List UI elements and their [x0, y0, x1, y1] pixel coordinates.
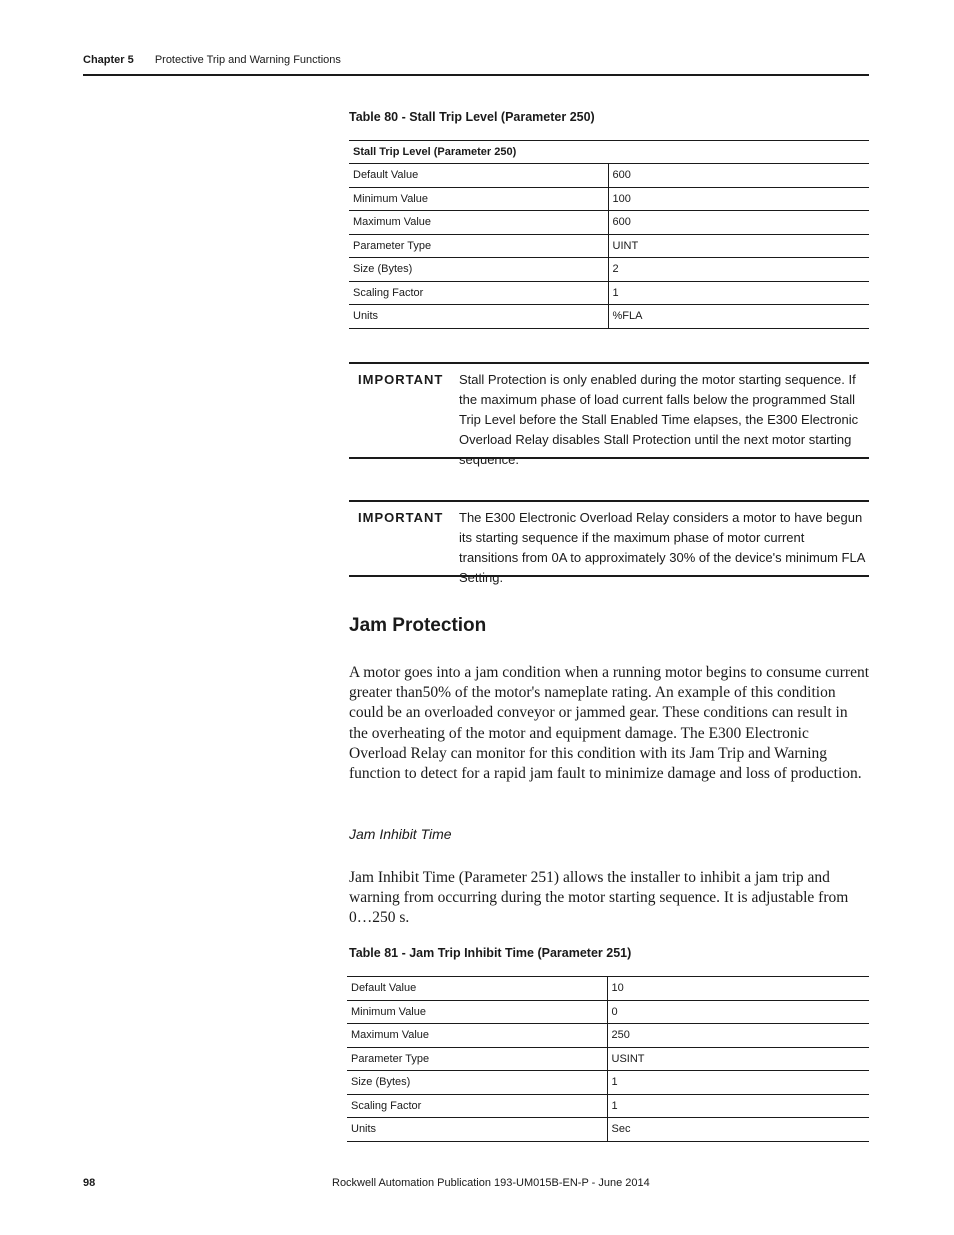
row-value: 0 — [607, 1000, 869, 1024]
row-value: USINT — [607, 1047, 869, 1071]
row-label: Maximum Value — [349, 211, 608, 235]
important-text: Stall Protection is only enabled during the motor starting sequence. If the maximum phase of load current falls below the programmed Stall Trip Level before the Stall Enabled Time elapses, the E300 Electronic Overload Relay disables Stall Protection until the next motor starting sequence. — [459, 372, 859, 467]
chapter-title: Protective Trip and Warning Functions — [154, 54, 341, 66]
table-80-caption: Table 80 - Stall Trip Level (Parameter 250) — [349, 110, 595, 124]
row-value: 1 — [608, 281, 869, 305]
subsection-heading: Jam Inhibit Time — [349, 826, 452, 842]
important-notice-stall — [349, 362, 869, 467]
row-value: 10 — [607, 977, 869, 1001]
row-value: 1 — [607, 1094, 869, 1118]
body-paragraph: Jam Inhibit Time (Parameter 251) allows the installer to inhibit a jam trip and warning from occurring during the motor starting sequence. It is adjustable from 0…250 s. — [349, 869, 849, 927]
row-label: Maximum Value — [347, 1024, 607, 1048]
important-label: IMPORTANT — [358, 372, 444, 387]
table-81 — [347, 976, 869, 1142]
table-row — [347, 1118, 869, 1142]
table-row — [347, 977, 869, 1001]
row-value: 2 — [608, 258, 869, 282]
table-row — [349, 234, 869, 258]
header-rule — [83, 74, 869, 76]
important-notice-starting — [349, 500, 869, 585]
table-80 — [349, 140, 869, 329]
row-value: 600 — [608, 164, 869, 188]
chapter-label: Chapter 5 — [83, 54, 134, 66]
table-row — [347, 1047, 869, 1071]
table-row — [347, 1000, 869, 1024]
row-label: Minimum Value — [349, 187, 608, 211]
row-label: Size (Bytes) — [349, 258, 608, 282]
table-row — [349, 164, 869, 188]
row-label: Units — [347, 1118, 607, 1142]
table-row — [349, 281, 869, 305]
important-text: The E300 Electronic Overload Relay considers a motor to have begun its starting sequence if the maximum phase of motor current transitions from 0A to approximately 30% of the device's minimum FLA Setting. — [459, 510, 865, 585]
table-row — [347, 1024, 869, 1048]
table-81-caption: Table 81 - Jam Trip Inhibit Time (Parameter 251) — [349, 946, 632, 960]
table-row — [349, 305, 869, 329]
running-header — [83, 54, 341, 66]
table-row — [347, 1094, 869, 1118]
publication-footer: Rockwell Automation Publication 193-UM015B-EN-P - June 2014 — [332, 1177, 650, 1189]
row-label: Parameter Type — [349, 234, 608, 258]
row-label: Scaling Factor — [347, 1094, 607, 1118]
row-value: Sec — [607, 1118, 869, 1142]
important-label: IMPORTANT — [358, 510, 444, 525]
table-row — [349, 211, 869, 235]
row-value: 1 — [607, 1071, 869, 1095]
body-paragraph: A motor goes into a jam condition when a running motor begins to consume current greater than50% of the motor's nameplate rating. An example of this condition could be an overloaded conveyor or jammed gear. These conditions can result in the overheating of the motor and equipment damage. The E300 Electronic Overload Relay can monitor for this condition with its Jam Trip and Warning function to detect for a rapid jam fault to minimize damage and loss of production. — [349, 664, 870, 783]
row-label: Size (Bytes) — [347, 1071, 607, 1095]
table-80-heading: Stall Trip Level (Parameter 250) — [349, 141, 869, 164]
row-label: Minimum Value — [347, 1000, 607, 1024]
page-number: 98 — [83, 1177, 96, 1189]
row-value: 250 — [607, 1024, 869, 1048]
table-row — [347, 1071, 869, 1095]
row-label: Default Value — [349, 164, 608, 188]
table-row — [349, 258, 869, 282]
row-label: Scaling Factor — [349, 281, 608, 305]
row-value: UINT — [608, 234, 869, 258]
row-value: %FLA — [608, 305, 869, 329]
row-value: 600 — [608, 211, 869, 235]
row-label: Units — [349, 305, 608, 329]
table-row — [349, 187, 869, 211]
row-label: Parameter Type — [347, 1047, 607, 1071]
row-value: 100 — [608, 187, 869, 211]
section-heading: Jam Protection — [349, 615, 487, 636]
row-label: Default Value — [347, 977, 607, 1001]
